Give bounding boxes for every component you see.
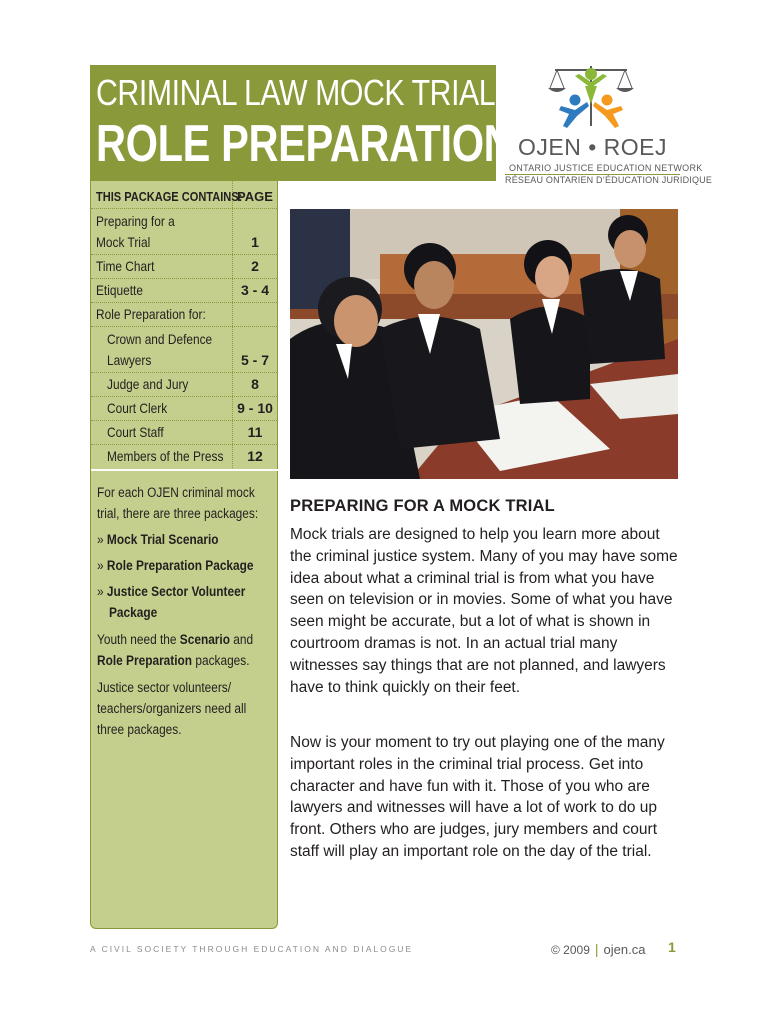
ojen-logo xyxy=(505,62,713,186)
contents-row xyxy=(91,279,277,303)
package-name: Mock Trial Scenario xyxy=(106,532,219,547)
contents-row xyxy=(91,445,277,468)
courtroom-photo xyxy=(290,209,678,479)
youth-note-text: packages. xyxy=(192,653,250,668)
contents-item-page: 9 - 10 xyxy=(237,400,273,416)
youth-note xyxy=(97,650,250,671)
footer-info xyxy=(551,941,645,957)
contents-item-page: 2 xyxy=(251,258,259,274)
contents-item-page: 11 xyxy=(247,424,263,440)
contents-row xyxy=(91,373,277,397)
package-bullet xyxy=(97,529,219,550)
contents-item-page: 8 xyxy=(251,376,259,392)
youth-note xyxy=(97,629,253,650)
copyright: © 2009 xyxy=(551,943,590,957)
contents-header-row xyxy=(91,181,277,209)
youth-note-text: Youth need the xyxy=(97,632,180,647)
contents-item-page: 1 xyxy=(251,234,259,250)
contents-item-label: Role Preparation for: xyxy=(96,306,206,322)
youth-note-bold: Role Preparation xyxy=(97,653,193,668)
contents-item-label: Etiquette xyxy=(96,282,143,298)
contents-row xyxy=(91,421,277,445)
bullet-marker: » xyxy=(97,558,104,573)
contents-item-label: Mock Trial xyxy=(96,234,151,250)
contents-heading: THIS PACKAGE CONTAINS: xyxy=(96,189,243,204)
contents-item-page: 5 - 7 xyxy=(240,352,269,368)
contents-row xyxy=(91,327,277,373)
bullet-marker: » xyxy=(97,532,104,547)
logo-subtitle-en: ONTARIO JUSTICE EDUCATION NETWORK xyxy=(509,163,703,173)
contents-row xyxy=(91,303,277,327)
contents-row xyxy=(91,397,277,421)
article-paragraph: Mock trials are designed to help you learn more about the criminal justice system. Many of you may have some idea about what a criminal trial is from what you have seen on television or in movies. Some of what you have seen might be accurate, but a lot of what is shown in courtroom dramas is not. In an actual trial many witnesses say things that are not planned, and lawyers have to think quickly on their feet. xyxy=(290,526,678,696)
contents-item-label: Judge and Jury xyxy=(107,376,189,392)
youth-note-text: and xyxy=(229,632,254,647)
packages-intro: For each OJEN criminal mock xyxy=(97,485,255,500)
contents-item-label: Lawyers xyxy=(107,352,152,368)
contents-row xyxy=(91,255,277,279)
logo-name: OJEN • ROEJ xyxy=(518,134,668,160)
title-line-2: ROLE PREPARATION xyxy=(96,115,514,173)
article-heading: PREPARING FOR A MOCK TRIAL xyxy=(290,497,555,515)
logo-subtitle-fr: RÉSEAU ONTARIEN D’ÉDUCATION JURIDIQUE xyxy=(505,175,713,185)
package-bullet xyxy=(97,555,254,576)
contents-row xyxy=(91,209,277,255)
packages-intro: trial, there are three packages: xyxy=(97,506,259,521)
volunteer-note: three packages. xyxy=(97,722,182,737)
contents-item-label: Court Staff xyxy=(107,424,164,440)
page-heading: PAGE xyxy=(237,189,273,204)
contents-item-page: 3 - 4 xyxy=(240,282,269,298)
contents-item-label: Preparing for a xyxy=(96,213,175,229)
sidebar xyxy=(90,181,278,929)
contents-separator xyxy=(91,469,279,471)
package-name: Role Preparation Package xyxy=(106,558,254,573)
contents-item-label: Members of the Press xyxy=(107,448,224,464)
scales-figures-icon xyxy=(545,62,640,134)
footer-tagline: A CIVIL SOCIETY THROUGH EDUCATION AND DIALOGUE xyxy=(90,944,414,954)
package-name: Justice Sector Volunteer xyxy=(106,584,246,599)
students-in-robes-photo xyxy=(290,209,678,479)
article-paragraph: Now is your moment to try out playing one of the many important roles in the criminal trial process. Get into character and have fun with it. Those of you who are lawyers and witnesses will have a lot of work to do up front. Others who are judges, jury members and court staff will play an important role on the day of the trial. xyxy=(290,734,665,860)
bullet-marker: » xyxy=(97,584,104,599)
page-number: 1 xyxy=(668,939,676,955)
title-line-1: CRIMINAL LAW MOCK TRIAL: xyxy=(96,72,504,113)
package-bullet xyxy=(97,581,245,602)
volunteer-note: teachers/organizers need all xyxy=(97,701,247,716)
contents-item-label: Crown and Defence xyxy=(107,331,213,347)
package-name-continued: Package xyxy=(109,605,158,620)
contents-item-label: Court Clerk xyxy=(107,400,168,416)
contents-item-label: Time Chart xyxy=(96,258,155,274)
youth-note-bold: Scenario xyxy=(179,632,230,647)
contents-item-page: 12 xyxy=(247,448,263,464)
footer-separator: | xyxy=(594,941,599,957)
website-link[interactable]: ojen.ca xyxy=(603,942,646,957)
volunteer-note: Justice sector volunteers/ xyxy=(97,680,232,695)
